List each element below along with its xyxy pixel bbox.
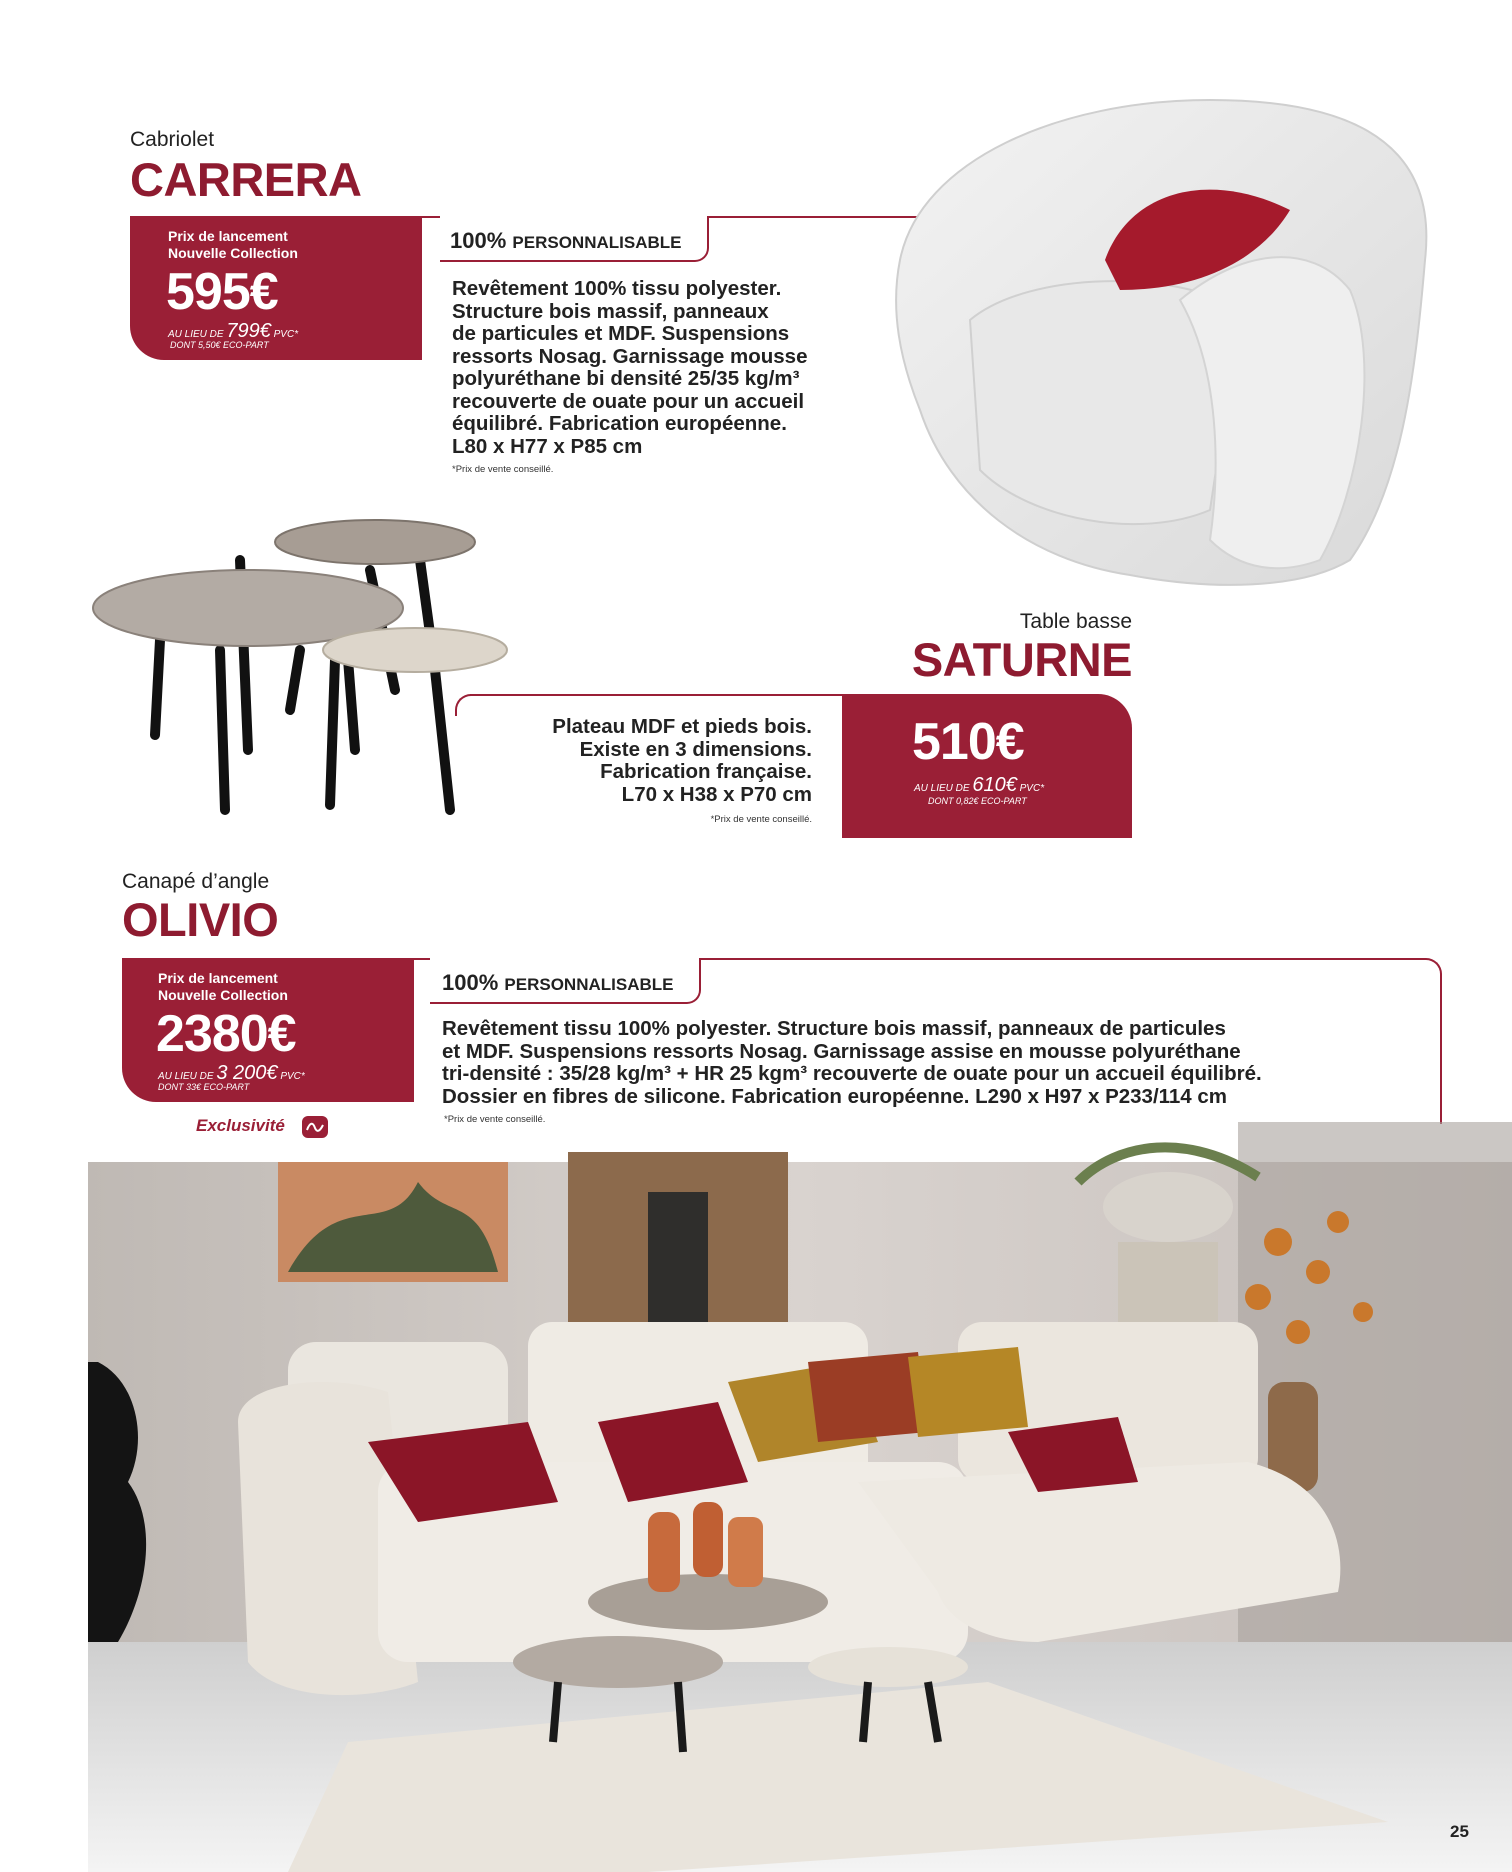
saturne-desc-line: L70 x H38 x P70 cm [621, 782, 812, 806]
olivio-desc-line: Dossier en fibres de silicone. Fabrication européenne. L290 x H97 x P233/114 cm [442, 1084, 1228, 1108]
carrera-desc-line: ressorts Nosag. Garnissage mousse [452, 344, 808, 368]
carrera-old-price: 799€ [226, 320, 271, 342]
carrera-desc-line: équilibré. Fabrication européenne. [452, 412, 787, 435]
olivio-living-room-image [88, 1122, 1512, 1872]
saturne-desc-line: Plateau MDF et pieds bois. [552, 715, 812, 738]
carrera-price-badge [130, 216, 422, 360]
carrera-desc-line: recouverte de ouate pour un accueil [452, 389, 805, 413]
carrera-note: *Prix de vente conseillé. [452, 464, 554, 475]
carrera-armchair-image [880, 70, 1440, 590]
instead-suffix: PVC* [280, 1071, 305, 1082]
olivio-launch-label [158, 970, 288, 1004]
launch-line-2: Nouvelle Collection [168, 245, 298, 261]
page-number: 25 [1450, 1822, 1469, 1841]
olivio-desc-line: tri-densité : 35/28 kg/m³ + HR 25 kgm³ recouverte de ouate pour un accueil équilibré. [442, 1062, 1262, 1085]
saturne-eco-part: DONT 0,82€ ECO-PART [928, 796, 1027, 806]
saturne-desc-line: Existe en 3 dimensions. [579, 737, 812, 761]
instead-suffix: PVC* [273, 329, 299, 340]
saturne-price-badge [842, 694, 1132, 838]
instead-suffix: PVC* [1019, 783, 1045, 794]
carrera-description [452, 278, 808, 458]
carrera-desc-line: Revêtement 100% tissu polyester. [452, 277, 782, 300]
saturne-old-price-line [914, 774, 1044, 797]
saturne-old-price: 610€ [972, 774, 1017, 796]
carrera-title: CARRERA [130, 153, 362, 206]
olivio-subtitle: Canapé d’angle [122, 870, 270, 893]
carrera-price: 595€ [166, 263, 278, 321]
olivio-price-badge [122, 958, 414, 1102]
saturne-note: *Prix de vente conseillé. [710, 814, 812, 825]
saturne-title: SATURNE [911, 633, 1132, 686]
saturne-desc-line: Fabrication française. [600, 760, 812, 783]
tab-word: PERSONNALISABLE [504, 975, 674, 994]
carrera-desc-line: Structure bois massif, panneaux [452, 299, 769, 323]
carrera-desc-line: L80 x H77 x P85 cm [452, 434, 643, 458]
carrera-personnalisable-tab [440, 216, 709, 262]
olivio-exclusive-label: Exclusivité [196, 1116, 285, 1135]
launch-line-1: Prix de lancement [168, 228, 288, 244]
olivio-description [442, 1018, 1262, 1108]
olivio-old-price: 3 200€ [216, 1062, 278, 1084]
instead-prefix: AU LIEU DE [914, 783, 970, 794]
saturne-subtitle: Table basse [1019, 610, 1132, 633]
olivio-eco-part: DONT 33€ ECO-PART [158, 1082, 250, 1092]
launch-line-2: Nouvelle Collection [158, 987, 288, 1003]
instead-prefix: AU LIEU DE [158, 1071, 214, 1082]
carrera-subtitle: Cabriolet [130, 128, 215, 151]
olivio-desc-line: Revêtement tissu 100% polyester. Structure bois massif, panneaux de particules [442, 1017, 1226, 1040]
carrera-desc-line: de particules et MDF. Suspensions [452, 322, 790, 345]
tab-percent: 100% [450, 228, 507, 253]
tab-word: PERSONNALISABLE [512, 233, 682, 252]
saturne-frame-line [470, 694, 842, 696]
olivio-desc-line: et MDF. Suspensions ressorts Nosag. Garnissage assise en mousse polyuréthane [442, 1039, 1241, 1063]
carrera-desc-line: polyuréthane bi densité 25/35 kg/m³ [452, 367, 800, 390]
olivio-personnalisable-tab [430, 958, 701, 1004]
saturne-tables-image [90, 520, 520, 820]
olivio-note: *Prix de vente conseillé. [444, 1114, 546, 1125]
carrera-eco-part: DONT 5,50€ ECO-PART [170, 340, 269, 350]
olivio-price: 2380€ [156, 1005, 296, 1063]
saturne-price: 510€ [912, 713, 1024, 771]
instead-prefix: AU LIEU DE [168, 329, 224, 340]
tab-percent: 100% [442, 970, 499, 995]
launch-line-1: Prix de lancement [158, 970, 278, 986]
saturne-description [552, 716, 812, 806]
carrera-launch-label [168, 228, 298, 262]
olivio-title: OLIVIO [122, 893, 279, 946]
